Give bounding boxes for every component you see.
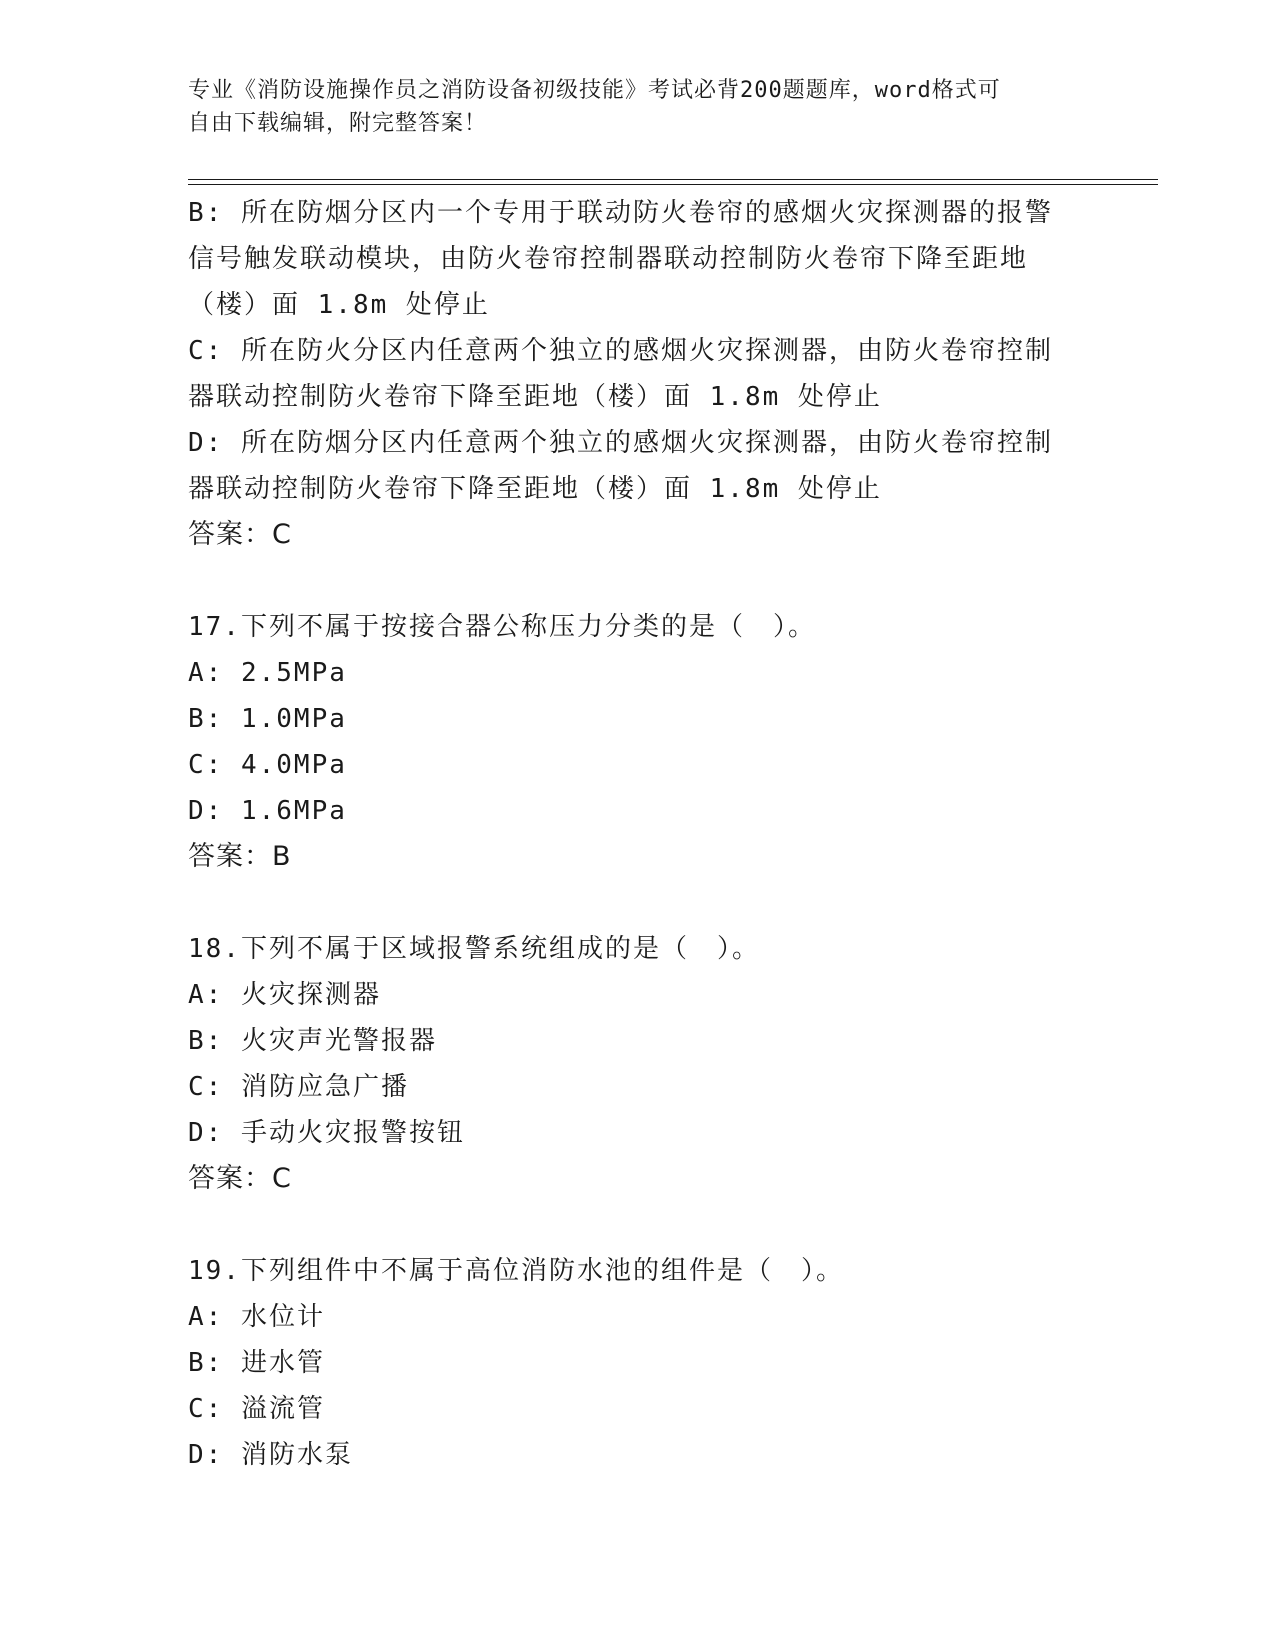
- option-b: B: 进水管: [188, 1348, 325, 1378]
- option-a: A: 火灾探测器: [188, 980, 381, 1010]
- option-line: B: 所在防烟分区内一个专用于联动防火卷帘的感烟火灾探测器的报警: [188, 198, 1053, 228]
- option-b: B: 1.0MPa: [188, 704, 347, 734]
- option-line: C: 所在防火分区内任意两个独立的感烟火灾探测器，由防火卷帘控制: [188, 336, 1053, 366]
- option-a: A: 水位计: [188, 1302, 325, 1332]
- option-c: C: 消防应急广播: [188, 1072, 409, 1102]
- option-c: C: 溢流管: [188, 1394, 325, 1424]
- option-d: D: 1.6MPa: [188, 796, 347, 826]
- answer-line: 答案：B: [188, 841, 292, 872]
- document-body: [188, 190, 1088, 1478]
- option-d: D: 手动火灾报警按钮: [188, 1118, 465, 1148]
- answer-line: 答案：C: [188, 519, 292, 550]
- option-line: 信号触发联动模块，由防火卷帘控制器联动控制防火卷帘下降至距地: [188, 244, 1029, 274]
- question-17: [188, 604, 1088, 880]
- header-line-2: 自由下载编辑，附完整答案！: [188, 111, 488, 136]
- option-line: （楼）面 1.8m 处停止: [188, 290, 490, 320]
- option-line: 器联动控制防火卷帘下降至距地（楼）面 1.8m 处停止: [188, 474, 882, 504]
- spacer: [188, 880, 1088, 926]
- question-19: [188, 1248, 1088, 1478]
- spacer: [188, 1202, 1088, 1248]
- question-text: 17.下列不属于按接合器公称压力分类的是（ ）。: [188, 612, 816, 642]
- question-text: 19.下列组件中不属于高位消防水池的组件是（ ）。: [188, 1256, 844, 1286]
- spacer: [188, 558, 1088, 604]
- option-a: A: 2.5MPa: [188, 658, 347, 688]
- option-c: C: 4.0MPa: [188, 750, 347, 780]
- header-divider-bottom: [188, 184, 1158, 185]
- header-divider-top: [188, 179, 1158, 180]
- option-d: D: 消防水泵: [188, 1440, 353, 1470]
- answer-line: 答案：C: [188, 1163, 292, 1194]
- question-18: [188, 926, 1088, 1202]
- document-header: [188, 74, 1068, 140]
- question-text: 18.下列不属于区域报警系统组成的是（ ）。: [188, 934, 760, 964]
- question-16-continued: [188, 190, 1088, 558]
- option-line: 器联动控制防火卷帘下降至距地（楼）面 1.8m 处停止: [188, 382, 882, 412]
- option-b: B: 火灾声光警报器: [188, 1026, 437, 1056]
- option-line: D: 所在防烟分区内任意两个独立的感烟火灾探测器，由防火卷帘控制: [188, 428, 1053, 458]
- header-line-1: 专业《消防设施操作员之消防设备初级技能》考试必背200题题库，word格式可: [188, 78, 1001, 103]
